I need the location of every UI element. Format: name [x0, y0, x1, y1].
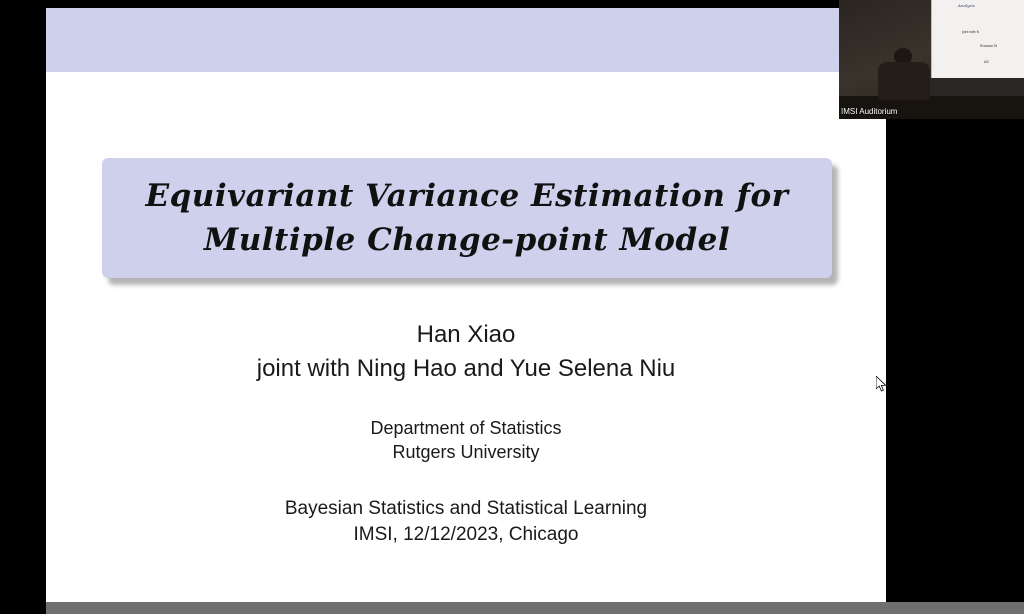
projected-slide-title: Analysis — [958, 3, 975, 8]
mouse-pointer-icon — [876, 376, 888, 394]
presenter-name: Han Xiao — [416, 321, 516, 348]
slide-header-band — [46, 8, 886, 72]
webcam-pip[interactable] — [839, 0, 1024, 119]
slide-title-line-2: Multiple Change-point Model — [203, 222, 731, 258]
slide-title-line-1: Equivariant Variance Estimation for — [145, 178, 789, 214]
affiliation-university: Rutgers University — [392, 442, 540, 462]
projected-slide-line-1: joint with N — [962, 30, 980, 34]
projected-slide — [931, 0, 1024, 78]
venue-event-name: Bayesian Statistics and Statistical Learning — [284, 498, 648, 519]
presentation-slide — [46, 8, 886, 602]
slide-venue — [46, 496, 886, 548]
projected-slide-line-3: AS — [984, 60, 989, 64]
projected-slide-line-2: Russian St — [980, 44, 997, 48]
slide-affiliation — [46, 416, 886, 464]
venue-location-date: IMSI, 12/12/2023, Chicago — [353, 524, 579, 545]
player-bottom-bar[interactable] — [46, 602, 1024, 614]
speaker-body — [878, 62, 930, 100]
affiliation-department: Department of Statistics — [370, 418, 562, 438]
slide-authors — [46, 318, 886, 386]
slide-title-box — [102, 158, 832, 278]
coauthors-line: joint with Ning Hao and Yue Selena Niu — [256, 355, 676, 382]
webcam-room-label: IMSI Auditorium — [841, 107, 898, 116]
letterbox-left — [0, 0, 46, 614]
